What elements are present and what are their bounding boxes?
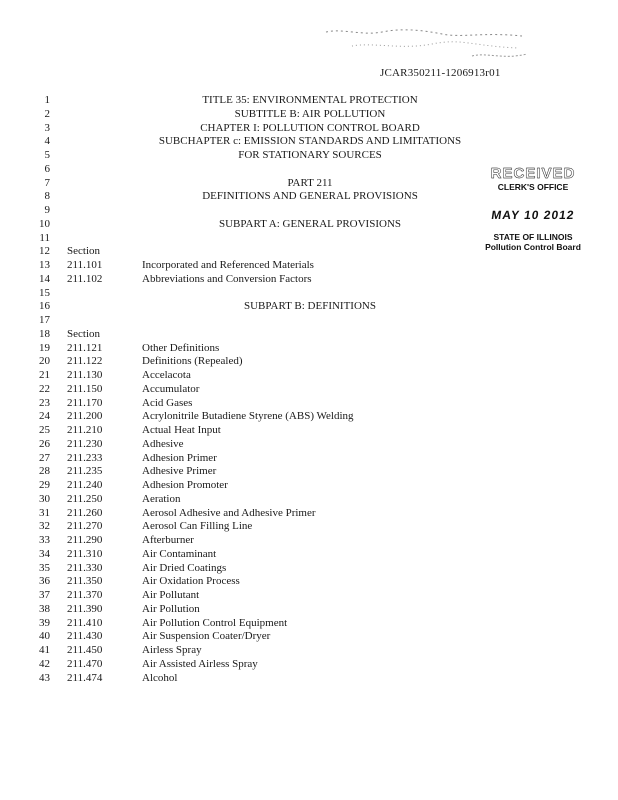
toc-entry bbox=[0, 424, 618, 438]
section-title: Aerosol Adhesive and Adhesive Primer bbox=[142, 506, 316, 519]
toc-entry bbox=[0, 589, 618, 603]
section-number: 211.330 bbox=[67, 561, 103, 574]
line-number: 21 bbox=[39, 369, 50, 381]
chapter-heading: CHAPTER I: POLLUTION CONTROL BOARD bbox=[200, 121, 420, 134]
toc-entry bbox=[0, 369, 618, 383]
section-title: Air Pollution Control Equipment bbox=[142, 616, 288, 629]
toc-entry bbox=[0, 438, 618, 452]
line-number: 43 bbox=[39, 671, 50, 684]
section-number: 211.170 bbox=[67, 396, 103, 409]
section-title: Adhesion Primer bbox=[142, 451, 217, 464]
toc-entry bbox=[0, 452, 618, 466]
toc-entry bbox=[0, 259, 618, 273]
subpart-a-heading: SUBPART A: GENERAL PROVISIONS bbox=[219, 217, 401, 230]
section-number: 211.230 bbox=[67, 437, 103, 450]
section-title: Adhesion Promoter bbox=[142, 479, 228, 491]
line-number: 32 bbox=[39, 520, 50, 533]
line-number: 2 bbox=[44, 107, 50, 120]
section-title: Air Suspension Coater/Dryer bbox=[142, 630, 271, 643]
section-number: 211.270 bbox=[67, 520, 103, 533]
section-number: 211.260 bbox=[67, 506, 103, 519]
line-number: 7 bbox=[44, 176, 50, 189]
section-title: Aeration bbox=[142, 492, 181, 505]
line-number: 25 bbox=[39, 424, 50, 436]
section-title: Acid Gases bbox=[142, 396, 193, 409]
subchapter-heading: SUBCHAPTER c: EMISSION STANDARDS AND LIMITATIONS bbox=[158, 135, 462, 148]
line bbox=[0, 122, 618, 136]
line bbox=[0, 300, 618, 314]
section-title: Afterburner bbox=[142, 534, 194, 546]
line-number: 27 bbox=[39, 451, 50, 464]
line-number: 36 bbox=[39, 575, 50, 588]
section-number: 211.210 bbox=[67, 424, 103, 436]
line-number: 6 bbox=[44, 162, 50, 175]
toc-entry bbox=[0, 658, 618, 672]
section-title: Air Assisted Airless Spray bbox=[142, 657, 258, 670]
toc-entry bbox=[0, 410, 618, 424]
line-number: 14 bbox=[39, 272, 50, 285]
subpart-b-toc bbox=[0, 342, 618, 686]
line-number: 18 bbox=[39, 327, 50, 340]
toc-entry bbox=[0, 493, 618, 507]
section-title: Air Contaminant bbox=[142, 547, 217, 560]
toc-entry bbox=[0, 465, 618, 479]
line-number: 8 bbox=[44, 190, 50, 203]
section-number: 211.250 bbox=[67, 492, 103, 505]
stamp-received: RECEIVED bbox=[490, 165, 576, 182]
section-number: 211.350 bbox=[67, 575, 103, 588]
section-number: 211.310 bbox=[67, 547, 103, 560]
section-title: Air Oxidation Process bbox=[142, 575, 240, 588]
line-number: 13 bbox=[39, 259, 50, 271]
section-title: Alcohol bbox=[142, 671, 178, 684]
toc-entry bbox=[0, 644, 618, 658]
section-title: Aerosol Can Filling Line bbox=[142, 520, 253, 533]
section-number: 211.240 bbox=[67, 479, 103, 491]
section-title: Air Dried Coatings bbox=[142, 561, 227, 574]
toc-entry bbox=[0, 617, 618, 631]
line bbox=[0, 108, 618, 122]
section-number: 211.121 bbox=[67, 341, 103, 354]
line-number: 10 bbox=[39, 217, 50, 230]
section-title: Accumulator bbox=[142, 382, 200, 395]
toc-entry bbox=[0, 672, 618, 686]
section-title: Other Definitions bbox=[142, 341, 220, 354]
document-id: JCAR350211-1206913r01 bbox=[380, 67, 501, 79]
stamp-state: STATE OF ILLINOIS bbox=[493, 232, 573, 242]
section-title: Incorporated and Referenced Materials bbox=[142, 259, 314, 271]
toc-entry bbox=[0, 575, 618, 589]
toc-entry bbox=[0, 630, 618, 644]
line-number: 24 bbox=[39, 410, 50, 423]
section-number: 211.430 bbox=[67, 630, 103, 643]
toc-entry bbox=[0, 520, 618, 534]
line bbox=[0, 94, 618, 108]
stamp-date: MAY 10 2012 bbox=[490, 208, 576, 222]
toc-entry bbox=[0, 383, 618, 397]
section-number: 211.450 bbox=[67, 644, 103, 656]
line bbox=[0, 218, 618, 232]
toc-entry bbox=[0, 603, 618, 617]
section-number: 211.290 bbox=[67, 534, 103, 546]
line bbox=[0, 204, 618, 218]
stamp-board: Pollution Control Board bbox=[485, 242, 581, 252]
stamp-clerks-office: CLERK'S OFFICE bbox=[497, 182, 569, 192]
section-title: Adhesive Primer bbox=[142, 465, 217, 478]
section-number: 211.130 bbox=[67, 369, 103, 381]
title-heading: TITLE 35: ENVIRONMENTAL PROTECTION bbox=[202, 94, 418, 106]
line-number: 11 bbox=[39, 231, 50, 244]
line bbox=[0, 287, 618, 301]
line-number: 41 bbox=[39, 644, 50, 656]
section-title: Adhesive bbox=[142, 437, 184, 450]
line bbox=[0, 328, 618, 342]
section-number: 211.410 bbox=[67, 616, 103, 629]
line-number: 5 bbox=[44, 149, 50, 161]
toc-entry bbox=[0, 479, 618, 493]
subtitle-heading: SUBTITLE B: AIR POLLUTION bbox=[234, 107, 386, 120]
line-number: 31 bbox=[39, 506, 50, 519]
line-number: 9 bbox=[44, 204, 50, 216]
section-number: 211.102 bbox=[67, 272, 103, 285]
section-number: 211.101 bbox=[67, 259, 103, 271]
line-number: 30 bbox=[39, 492, 50, 505]
line-number: 23 bbox=[39, 396, 50, 409]
section-number: 211.370 bbox=[67, 589, 103, 601]
toc-entry bbox=[0, 355, 618, 369]
section-number: 211.122 bbox=[67, 355, 103, 368]
line-number: 42 bbox=[39, 657, 50, 670]
line bbox=[0, 314, 618, 328]
part-heading: PART 211 bbox=[287, 176, 333, 189]
line-number: 20 bbox=[39, 355, 50, 368]
section-label: Section bbox=[67, 327, 100, 340]
section-title: Air Pollutant bbox=[142, 589, 200, 601]
numbered-lines bbox=[0, 94, 618, 685]
line-number: 38 bbox=[39, 602, 50, 615]
section-number: 211.150 bbox=[67, 382, 103, 395]
toc-entry bbox=[0, 273, 618, 287]
section-label: Section bbox=[67, 245, 100, 258]
toc-entry bbox=[0, 342, 618, 356]
section-title: Air Pollution bbox=[142, 602, 200, 615]
section-number: 211.390 bbox=[67, 602, 103, 615]
handwritten-signature-mark bbox=[322, 26, 532, 64]
toc-entry bbox=[0, 548, 618, 562]
section-title: Airless Spray bbox=[142, 644, 202, 656]
line-number: 33 bbox=[39, 534, 50, 546]
line-number: 12 bbox=[39, 245, 50, 258]
section-title: Definitions (Repealed) bbox=[142, 355, 243, 368]
section-title: Actual Heat Input bbox=[142, 424, 221, 436]
line-number: 1 bbox=[44, 94, 50, 106]
line-number: 3 bbox=[44, 121, 50, 134]
section-number: 211.470 bbox=[67, 657, 103, 670]
line-number: 4 bbox=[44, 135, 50, 148]
line-number: 26 bbox=[39, 437, 50, 450]
line bbox=[0, 232, 618, 246]
line-number: 19 bbox=[39, 341, 50, 354]
line-number: 39 bbox=[39, 616, 50, 629]
line-number: 15 bbox=[39, 286, 50, 299]
line-number: 34 bbox=[39, 547, 50, 560]
toc-entry bbox=[0, 562, 618, 576]
toc-entry bbox=[0, 507, 618, 521]
toc-entry bbox=[0, 397, 618, 411]
section-number: 211.233 bbox=[67, 451, 103, 464]
line bbox=[0, 135, 618, 149]
line bbox=[0, 149, 618, 163]
section-title: Acrylonitrile Butadiene Styrene (ABS) Welding bbox=[142, 410, 354, 423]
line-number: 16 bbox=[39, 300, 50, 313]
section-number: 211.474 bbox=[67, 671, 103, 684]
section-title: Abbreviations and Conversion Factors bbox=[142, 272, 312, 285]
section-number: 211.235 bbox=[67, 465, 103, 478]
section-title: Accelacota bbox=[142, 369, 191, 381]
line bbox=[0, 245, 618, 259]
line-number: 17 bbox=[39, 314, 50, 326]
subpart-b-heading: SUBPART B: DEFINITIONS bbox=[244, 300, 376, 313]
part-title: DEFINITIONS AND GENERAL PROVISIONS bbox=[202, 190, 418, 203]
line-number: 37 bbox=[39, 589, 50, 601]
toc-entry bbox=[0, 534, 618, 548]
subchapter-heading-cont: FOR STATIONARY SOURCES bbox=[238, 149, 382, 161]
line bbox=[0, 190, 618, 204]
line-number: 22 bbox=[39, 382, 50, 395]
line bbox=[0, 163, 618, 177]
line-number: 28 bbox=[39, 465, 50, 478]
line-number: 35 bbox=[39, 561, 50, 574]
line-number: 40 bbox=[39, 630, 50, 643]
line-number: 29 bbox=[39, 479, 50, 491]
section-number: 211.200 bbox=[67, 410, 103, 423]
line bbox=[0, 177, 618, 191]
